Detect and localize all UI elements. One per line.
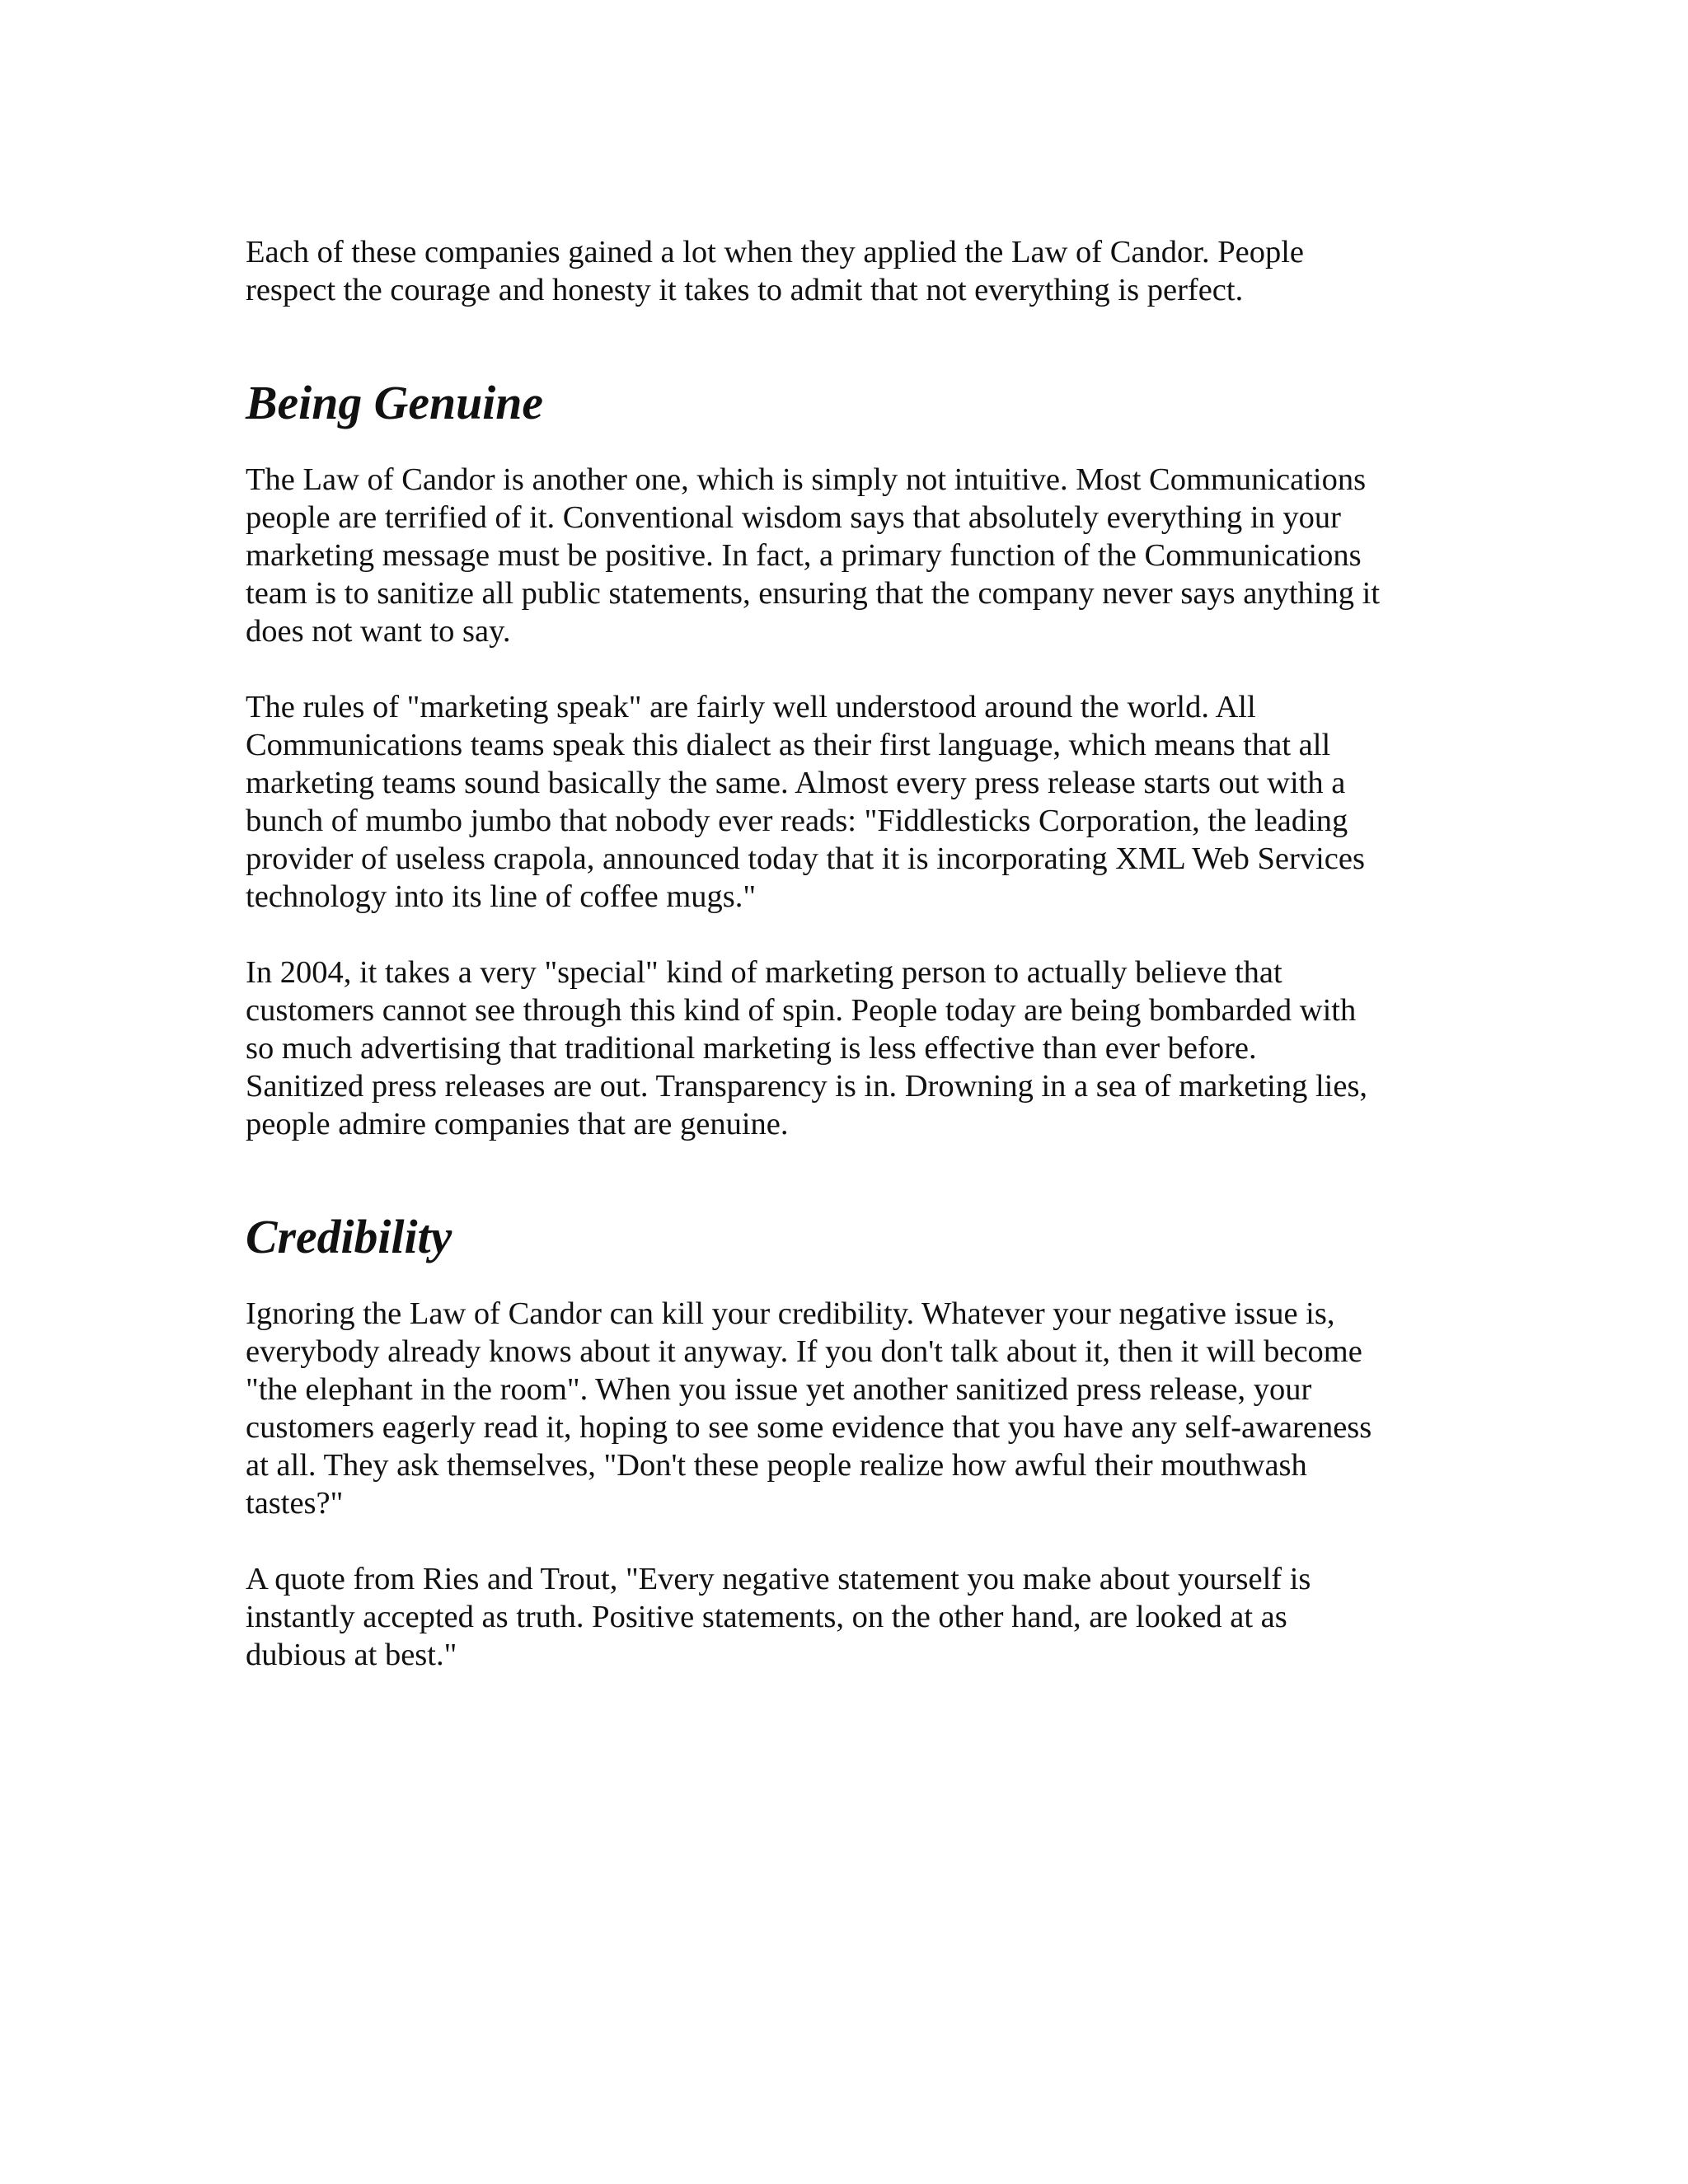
section-heading-being-genuine: Being Genuine [246,377,543,429]
section-heading-credibility: Credibility [246,1212,452,1263]
section-spacer [246,1143,1449,1219]
paragraph: The Law of Candor is another one, which is simply not intuitive. Most Communications people are terrified of it. Conventional wisdom says that absolutely everything in your marketing message must be positive. In fact, a primary function of the Communications team is to sanitize all public statements, ensuring that the company never says anything it does not want to say. [246,462,1381,649]
paragraph-spacer [246,916,1449,954]
paragraph: The rules of "marketing speak" are fairly well understood around the world. All Communications teams speak this dialect as their first language, which means that all marketing teams sound basically the same. Almost every press release starts out with a bunch of mumbo jumbo that nobody ever reads: "Fiddlesticks Corporation, the leading provider of useless crapola, announced today that it is incorporating XML Web Services technology into its line of coffee mugs." [246,690,1365,914]
section-spacer [246,309,1449,385]
paragraph-spacer [246,1522,1449,1560]
paragraph: In 2004, it takes a very "special" kind of marketing person to actually believe that customers cannot see through this kind of spin. People today are being bombarded with so much advertising that traditional marketing is less effective than ever before. Sanitized press releases are out. Transparency is in. Drowning in a sea of marketing lies, people admire companies that are genuine. [246,955,1368,1141]
paragraph: A quote from Ries and Trout, "Every negative statement you make about yourself is instantly accepted as truth. Positive statements, on the other hand, are looked at as dubious at best." [246,1562,1311,1672]
document-body [246,233,1449,1674]
paragraph: Ignoring the Law of Candor can kill your credibility. Whatever your negative issue is, everybody already knows about it anyway. If you don't talk about it, then it will become "the elephant in the room". When you issue yet another sanitized press release, your customers eagerly read it, hoping to see some evidence that you have any self-awareness at all. They ask themselves, "Don't these people realize how awful their mouthwash tastes?" [246,1296,1372,1521]
intro-paragraph: Each of these companies gained a lot when they applied the Law of Candor. People respect the courage and honesty it takes to admit that not everything is perfect. [246,235,1304,307]
paragraph-spacer [246,650,1449,688]
